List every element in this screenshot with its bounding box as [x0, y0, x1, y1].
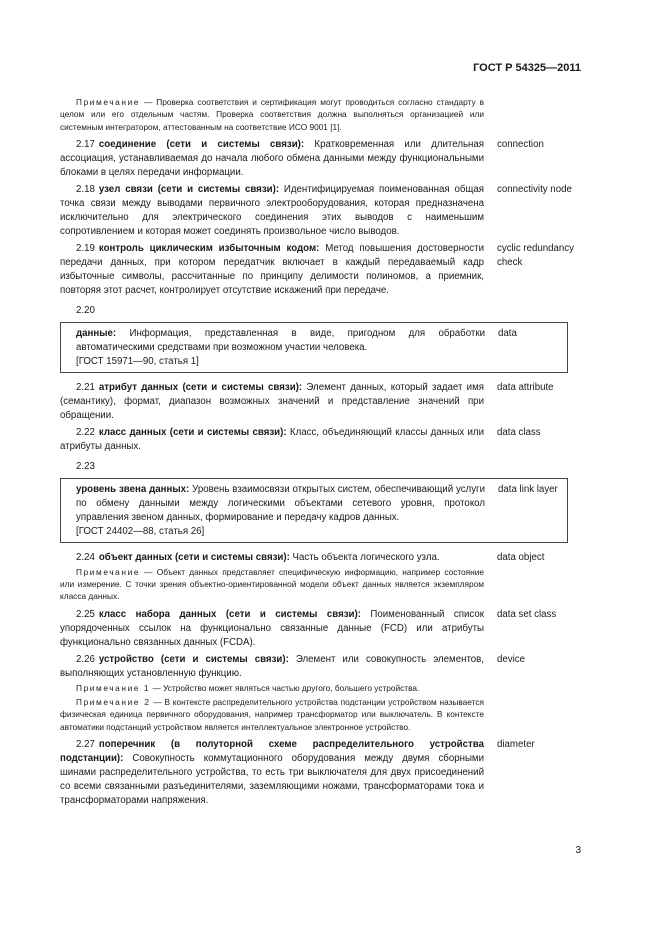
note-prefix: Примечание 1	[76, 682, 151, 693]
term-definition: Класс, объединяющий классы данных или атрибуты данных.	[60, 426, 484, 452]
term-definition: Элемент данных, который задает имя (семантику), формат, диапазон возможных значений и представление значений при обращении.	[60, 381, 484, 421]
term-english: cyclic redundancy check	[497, 242, 574, 268]
term-name: атрибут данных (сети и системы связи):	[98, 381, 303, 393]
term-english: connectivity node	[497, 183, 572, 195]
term-name: устройство (сети и системы связи):	[98, 653, 289, 665]
term-entry-2-27	[60, 738, 583, 808]
term-number: 2.27	[76, 738, 95, 750]
term-name: уровень звена данных:	[76, 483, 190, 495]
term-source: [ГОСТ 15971—90, статья 1]	[76, 355, 199, 367]
term-entry-2-25	[60, 608, 583, 650]
note-2-24	[60, 566, 484, 603]
term-english: data attribute	[497, 381, 554, 393]
term-english: connection	[497, 138, 544, 150]
term-definition: Метод повышения достоверности передачи данных, при котором передатчик включает в каждый передаваемый кадр избыточные символы, рассчитанные по принципу делимости полиномов, а приемник, повторяя этот расчет, контролирует отсутствие искажений при передаче.	[60, 242, 484, 296]
term-name: поперечник (в полуторной схеме распределительного устройства подстанции):	[60, 738, 484, 764]
term-number: 2.17	[76, 138, 95, 150]
term-source: [ГОСТ 24402—88, статья 26]	[76, 525, 205, 537]
term-definition: Уровень взаимосвязи открытых систем, обеспечивающий услуги по обмену данными между логическими объектами сетевого уровня, протокол управления звеном данных, формирование и передачу кадров данных.	[76, 483, 485, 523]
term-entry-2-22	[60, 426, 583, 454]
note-prefix: Примечание	[76, 566, 141, 577]
note-text: — Проверка соответствия и сертификация могут проводиться согласно стандарту в целом или его отдельным частям. Проверка соответствия должна выполняться организацией или системным интегратором, аттестованным на соответствие ИСО 9001 [1].	[60, 97, 484, 132]
term-english: data link layer	[498, 483, 558, 495]
term-english: diameter	[497, 738, 535, 750]
term-definition: Часть объекта логического узла.	[289, 551, 440, 563]
note-text: — Устройство может являться частью другого, большего устройства.	[150, 682, 420, 693]
term-number: 2.21	[76, 381, 95, 393]
term-definition: Поименованный список упорядоченных ссылок на функционально связанные данные (FCD) или атрибуты функционально связанных данных (FCDA).	[60, 608, 484, 648]
term-english: data set class	[497, 608, 557, 620]
note-intro	[60, 96, 484, 133]
term-name: данные:	[76, 327, 117, 339]
term-entry-2-17	[60, 138, 583, 180]
term-number: 2.22	[76, 426, 95, 438]
term-entry-2-18	[60, 183, 583, 239]
page-number: 3	[575, 845, 581, 856]
term-number: 2.26	[76, 653, 95, 665]
term-name: класс набора данных (сети и системы связи):	[98, 608, 361, 620]
document-body	[60, 96, 583, 811]
term-english: data object	[497, 551, 545, 563]
term-definition: Элемент или совокупность элементов, выполняющих установленную функцию.	[60, 653, 484, 679]
term-definition: Совокупность коммутационного оборудования между двумя сборными шинами распределительного устройства, то есть три выключателя для двух присоединений со всеми связанными разъединителями, заземляющими ножами, трансформаторами тока и трансформаторами напряжения.	[60, 752, 484, 806]
term-number-2-20: 2.20	[76, 304, 95, 316]
term-definition: Кратковременная или длительная ассоциация, устанавливаемая до начала любого обмена данными между функциональными блоками в целях передачи информации.	[60, 138, 484, 178]
term-number: 2.19	[76, 242, 95, 254]
term-entry-2-21	[60, 381, 583, 423]
term-entry-2-20	[60, 322, 568, 373]
document-id: ГОСТ Р 54325—2011	[473, 62, 581, 74]
term-english: device	[497, 653, 526, 665]
note-2-26-2	[60, 696, 484, 733]
term-english: data	[498, 327, 517, 339]
term-definition: Информация, представленная в виде, пригодном для обработки автоматическими средствами при возможном участии человека.	[76, 327, 485, 353]
term-definition: Идентифицируемая поименованная общая точка связи между выводами первичного электрооборудования, которая предназначена исключительно для электрического соединения этих выводов с наименьшим сопротивлением и которая может соединять произвольное число выводов.	[60, 183, 484, 237]
term-name: контроль циклическим избыточным кодом:	[98, 242, 320, 254]
term-number: 2.25	[76, 608, 95, 620]
term-number: 2.18	[76, 183, 95, 195]
term-name: соединение (сети и системы связи):	[98, 138, 305, 150]
note-prefix: Примечание	[76, 97, 141, 107]
term-english: data class	[497, 426, 541, 438]
term-entry-2-26	[60, 653, 583, 681]
term-entry-2-24	[60, 551, 583, 565]
term-name: узел связи (сети и системы связи):	[98, 183, 280, 195]
term-entry-2-19	[60, 242, 583, 298]
note-prefix: Примечание 2	[76, 697, 151, 708]
term-name: класс данных (сети и системы связи):	[98, 426, 287, 438]
note-text: — Объект данных представляет специфическую информацию, например состояние или измерение. С точки зрения объектно-ориентированной модели объект данных является экземпляром класса данных.	[60, 566, 484, 602]
term-number-2-23: 2.23	[76, 460, 95, 472]
term-entry-2-23	[60, 478, 568, 543]
term-name: объект данных (сети и системы связи):	[98, 551, 290, 563]
note-2-26-1	[60, 682, 484, 694]
term-number: 2.24	[76, 551, 95, 563]
note-text: — В контексте распределительного устройства подстанции устройством называется физическая единица первичного оборудования, например трансформатор или выключатель. В контексте автоматики подстанций устройством является интеллектуальное электронное устройство.	[60, 697, 484, 732]
